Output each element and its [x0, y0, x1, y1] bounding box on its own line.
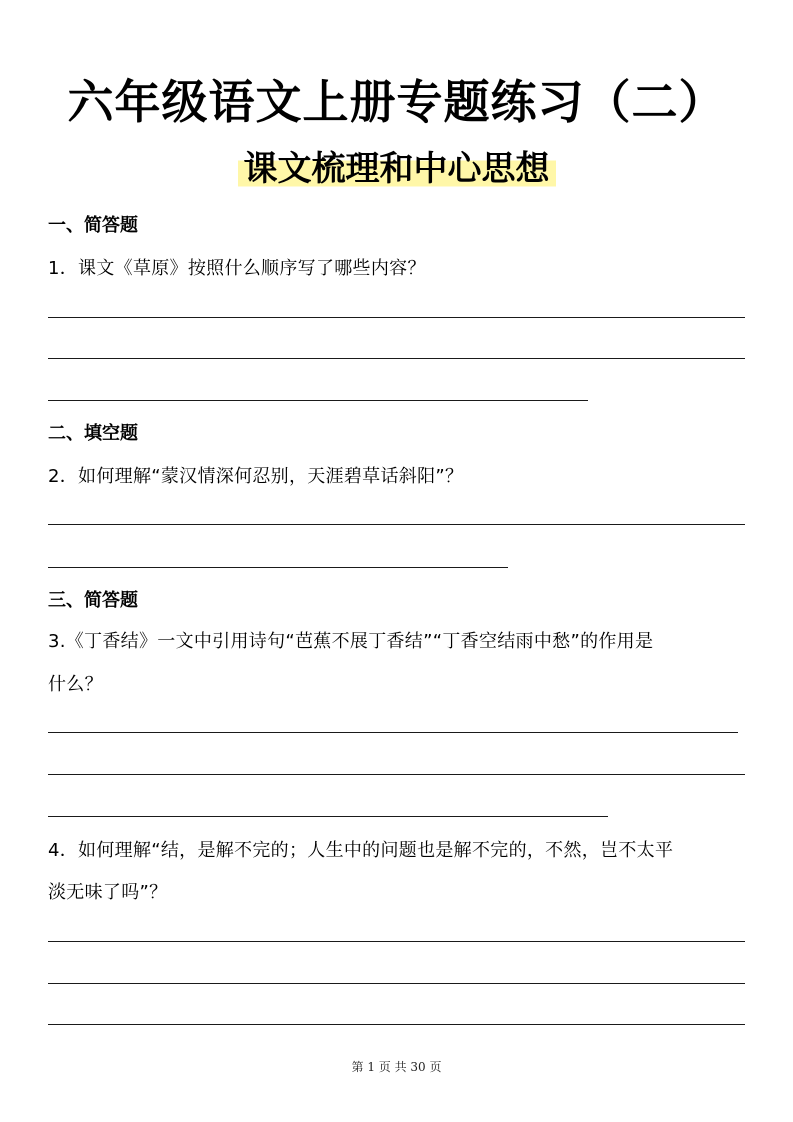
answer-line[interactable]	[48, 400, 588, 401]
answer-line[interactable]	[48, 816, 608, 817]
answer-line[interactable]	[48, 983, 745, 984]
answer-line[interactable]	[48, 774, 745, 775]
answer-line[interactable]	[48, 732, 738, 733]
page-title: 六年级语文上册专题练习（二）	[67, 75, 726, 129]
question-3-line-2: 什么？	[48, 674, 103, 695]
answer-line[interactable]	[48, 1024, 745, 1025]
page-subtitle: 课文梳理和中心思想	[238, 148, 556, 190]
question-2: 2．如何理解“蒙汉情深何忍别，天涯碧草话斜阳”？	[48, 466, 464, 487]
question-3-line-1: 3.《丁香结》一文中引用诗句“芭蕉不展丁香结”“丁香空结雨中愁”的作用是	[48, 631, 654, 652]
answer-line[interactable]	[48, 358, 745, 359]
answer-line[interactable]	[48, 317, 745, 318]
section-heading-1: 一、简答题	[48, 215, 138, 236]
section-heading-3: 三、简答题	[48, 590, 138, 611]
answer-line[interactable]	[48, 567, 508, 568]
page-footer: 第 1 页 共 30 页	[351, 1060, 442, 1074]
question-4-line-1: 4．如何理解“结，是解不完的；人生中的问题也是解不完的，不然，岂不太平	[48, 840, 674, 861]
subtitle-container	[0, 148, 793, 190]
question-1: 1．课文《草原》按照什么顺序写了哪些内容？	[48, 258, 426, 279]
question-4-line-2: 淡无味了吗”？	[48, 882, 168, 903]
section-heading-2: 二、填空题	[48, 423, 138, 444]
answer-line[interactable]	[48, 524, 745, 525]
answer-line[interactable]	[48, 941, 745, 942]
